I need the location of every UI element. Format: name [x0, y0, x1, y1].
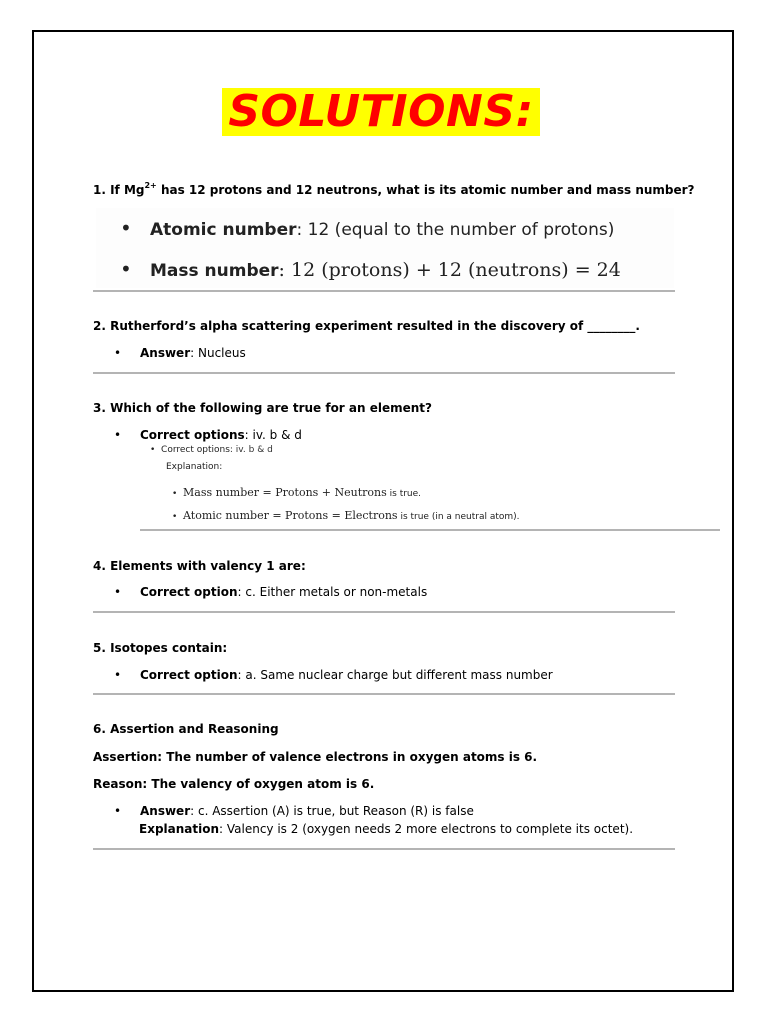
- answer-label: Correct option: [140, 585, 238, 599]
- answer-value: : Nucleus: [190, 346, 246, 360]
- question-6-reason: Reason: The valency of oxygen atom is 6.: [93, 777, 375, 791]
- answer-1-mass-number: [120, 257, 621, 281]
- divider: [93, 290, 675, 292]
- answer-label: Answer: [140, 804, 191, 818]
- question-6-assertion: Assertion: The number of valence electrons in oxygen atoms is 6.: [93, 750, 538, 764]
- bullet-icon: •: [120, 257, 132, 281]
- bullet-icon: •: [114, 585, 122, 599]
- divider: [140, 529, 720, 531]
- answer-value: : c. Either metals or non-metals: [237, 585, 428, 599]
- question-2: 2. Rutherford’s alpha scattering experiment resulted in the discovery of ________.: [93, 319, 640, 333]
- answer-6: [114, 804, 474, 818]
- answer-2: [114, 346, 246, 360]
- answer-label: Correct options: [140, 428, 245, 442]
- line-1-tail: is true.: [386, 489, 422, 499]
- answer-5: [114, 668, 553, 682]
- answer-value: : a. Same nuclear charge but different mass number: [237, 668, 553, 682]
- question-1-superscript: 2+: [144, 181, 157, 190]
- answer-1-atomic-number: [120, 216, 614, 240]
- question-4: 4. Elements with valency 1 are:: [93, 559, 306, 573]
- bullet-icon: •: [114, 804, 122, 818]
- divider: [93, 611, 675, 613]
- line-2-tail: is true (in a neutral atom).: [397, 512, 520, 522]
- answer-value: : iv. b & d: [244, 428, 302, 442]
- answer-3: [114, 428, 302, 442]
- question-6: 6. Assertion and Reasoning: [93, 722, 279, 736]
- inner-options-value: : iv. b & d: [229, 445, 273, 455]
- page-title: SOLUTIONS:: [222, 88, 540, 136]
- answer-label: Answer: [140, 346, 191, 360]
- bullet-icon: •: [172, 489, 184, 499]
- question-3: 3. Which of the following are true for an element?: [93, 401, 432, 415]
- inner-options-label: Correct options: [161, 445, 230, 455]
- line-1-math: Mass number = Protons + Neutrons: [183, 486, 387, 499]
- answer-value: : c. Assertion (A) is true, but Reason (R) is false: [190, 804, 474, 818]
- answer-3-line-1: [172, 486, 421, 499]
- bullet-icon: •: [172, 512, 184, 522]
- question-1: [93, 181, 695, 197]
- mass-number-label: Mass number: [150, 261, 279, 281]
- bullet-icon: •: [120, 216, 132, 240]
- answer-label: Correct option: [140, 668, 238, 682]
- question-5: 5. Isotopes contain:: [93, 641, 228, 655]
- atomic-number-value: : 12 (equal to the number of protons): [296, 220, 615, 240]
- atomic-number-label: Atomic number: [150, 220, 297, 240]
- answer-6-explanation: [139, 822, 633, 836]
- question-1-suffix: has 12 protons and 12 neutrons, what is its atomic number and mass number?: [156, 183, 695, 197]
- explanation-value: : Valency is 2 (oxygen needs 2 more electrons to complete its octet).: [219, 822, 634, 836]
- mass-number-value: : 12 (protons) + 12 (neutrons) = 24: [278, 259, 621, 281]
- bullet-icon: •: [114, 346, 122, 360]
- divider: [93, 372, 675, 374]
- answer-4: [114, 585, 427, 599]
- question-1-prefix: 1. If Mg: [93, 183, 145, 197]
- bullet-icon: •: [114, 668, 122, 682]
- answer-3-inner-options: [150, 445, 273, 455]
- explanation-label: Explanation: [139, 822, 220, 836]
- bullet-icon: •: [150, 445, 162, 455]
- answer-3-line-2: [172, 509, 520, 522]
- answer-3-explanation-label: Explanation:: [166, 462, 223, 472]
- line-2-math: Atomic number = Protons = Electrons: [183, 509, 398, 522]
- divider: [93, 693, 675, 695]
- divider: [93, 848, 675, 850]
- bullet-icon: •: [114, 428, 122, 442]
